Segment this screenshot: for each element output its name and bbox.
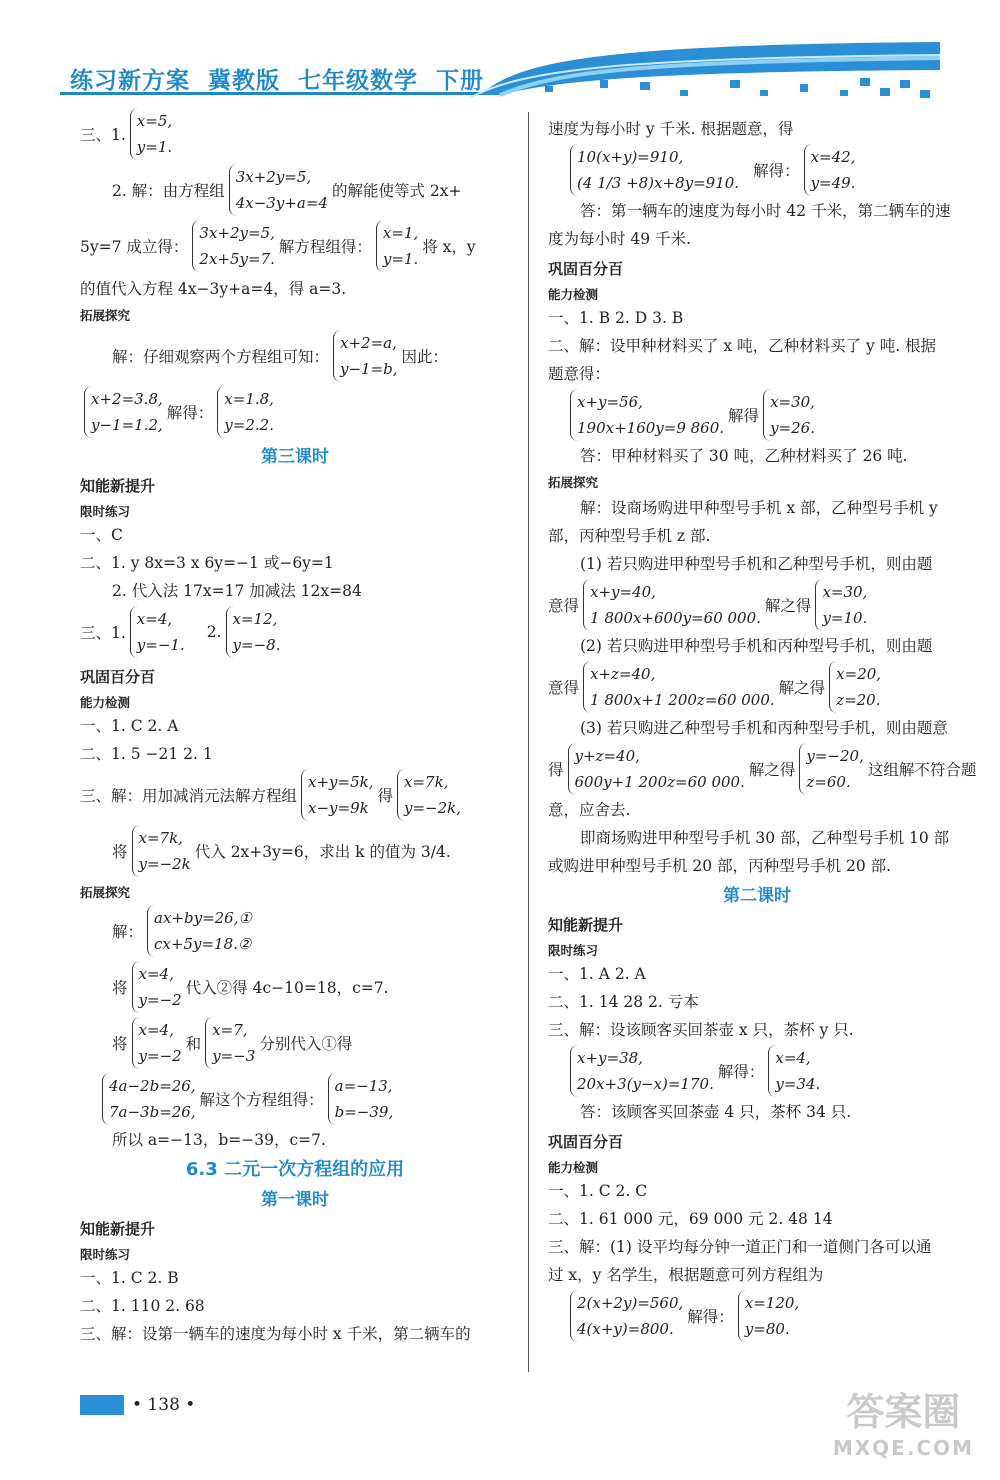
equation-system: ax+by=26,① cx+5y=18.② — [147, 905, 252, 957]
answer-line: 一、1. C 2. A — [80, 717, 179, 735]
equation-system: x=1, y=1. — [376, 220, 418, 272]
equation-system: x=5, y=1. — [130, 108, 172, 160]
equation-system: x+y=5k, x−y=9k — [301, 769, 373, 821]
answer-line: 度为每小时 49 千米. — [548, 230, 692, 248]
equation-system: x=7k, y=−2k, — [397, 769, 461, 821]
answer-line: 三、解：设该顾客买回茶壶 x 只，茶杯 y 只. — [548, 1021, 854, 1039]
answer-line: 一、1. B 2. D 3. B — [548, 309, 684, 327]
answer-line: x+y=56, 190x+160y=9 860. 解得 x=30, y=26. — [548, 389, 966, 441]
equation-system: 10(x+y)=910, (4 1/3 +8)x+8y=910. — [570, 144, 739, 196]
answer-line: 将 x=4, y=−2 代入②得 4c−10=18，c=7. — [80, 961, 510, 1013]
answer-line: 部，丙种型号手机 z 部. — [548, 527, 711, 545]
equation-system: x+y=38, 20x+3(y−x)=170. — [570, 1045, 714, 1097]
watermark: 答案圈 MXQE.COM — [832, 1390, 974, 1460]
equation-system: x=7, y=−3 — [205, 1017, 255, 1069]
section-label-extension: 拓展探究 — [80, 885, 131, 900]
equation-system: x=20, z=20. — [829, 661, 881, 713]
section-label: 知能新提升 — [548, 916, 624, 934]
answer-line: 二、1. 14 28 2. 亏本 — [548, 993, 699, 1011]
equation-system: x=7k, y=−2k — [132, 825, 191, 877]
equation-system: x=30, y=26. — [763, 389, 815, 441]
section-heading: 6.3 二元一次方程组的应用 — [185, 1159, 405, 1180]
answer-line: 一、C — [80, 526, 123, 544]
answer-line: 二、1. y 8x=3 x 6y=−1 或−6y=1 — [80, 554, 334, 572]
subsection-label: 限时练习 — [80, 504, 131, 519]
answer-line: 一、1. C 2. C — [548, 1182, 648, 1200]
equation-system: a=−13, b=−39, — [328, 1073, 394, 1125]
column-divider — [528, 112, 529, 1372]
equation-system: x=12, y=−8. — [226, 606, 281, 658]
answer-line: 三、1. x=4, y=−1. 2. x=12, y=−8. — [80, 606, 510, 658]
equation-system: x+2=3.8, y−1=1.2, — [84, 386, 163, 438]
answer-line: 意得 x+z=40, 1 800x+1 200z=60 000. 解之得 x=20, z=20. — [548, 661, 966, 713]
answer-line: 二、1. 110 2. 68 — [80, 1297, 205, 1315]
answer-line: 解： ax+by=26,① cx+5y=18.② — [80, 905, 510, 957]
equation-system: 3x+2y=5, 2x+5y=7. — [192, 220, 274, 272]
equation-system: x=4, y=−2 — [132, 961, 182, 1013]
answer-line: 意得 x+y=40, 1 800x+600y=60 000. 解之得 x=30, y=10. — [548, 579, 966, 631]
equation-system: 4a−2b=26, 7a−3b=26, — [102, 1073, 196, 1125]
answer-line: 5y=7 成立得： 3x+2y=5, 2x+5y=7. 解方程组得： x=1, y=1. 将 x，y — [80, 220, 510, 272]
answer-line: 解：仔细观察两个方程组可知： x+2=a, y−1=b, 因此： — [80, 330, 510, 382]
answer-line: 2. 解：由方程组 3x+2y=5, 4x−3y+a=4 的解能使等式 2x+ — [80, 164, 510, 216]
page-footer — [80, 1395, 195, 1415]
answer-line: 三、1. x=5, y=1. — [80, 108, 510, 160]
subsection-label: 限时练习 — [80, 1247, 131, 1262]
answer-line: 三、解：用加减消元法解方程组 x+y=5k, x−y=9k 得 x=7k, y=−2k, — [80, 769, 510, 821]
answer-line: 三、解：设第一辆车的速度为每小时 x 千米，第二辆车的 — [80, 1325, 471, 1343]
answer-line: 一、1. A 2. A — [548, 965, 646, 983]
answer-line: (1) 若只购进甲种型号手机和乙种型号手机，则由题 — [580, 555, 933, 573]
lesson-heading: 第二课时 — [723, 886, 791, 906]
equation-system: x+2=a, y−1=b, — [333, 330, 398, 382]
page-header — [0, 0, 1000, 112]
answer-line: 将 x=7k, y=−2k 代入 2x+3y=6，求出 k 的值为 3/4. — [80, 825, 510, 877]
equation-system: x=1.8, y=2.2. — [217, 386, 274, 438]
section-label: 巩固百分百 — [80, 668, 156, 686]
section-label: 知能新提升 — [80, 477, 156, 495]
section-label: 知能新提升 — [80, 1220, 156, 1238]
right-column — [548, 108, 977, 1342]
answer-line: 将 x=4, y=−2 和 x=7, y=−3 分别代入①得 — [80, 1017, 510, 1069]
equation-system: x=120, y=80. — [738, 1290, 799, 1342]
subsection-label: 能力检测 — [548, 1160, 599, 1175]
answer-line: 得 y+z=40, 600y+1 200z=60 000. 解之得 y=−20, z=60. 这组解不符合题 — [548, 743, 966, 795]
section-label: 巩固百分百 — [548, 260, 624, 278]
answer-line: 答：甲种材料买了 30 吨，乙种材料买了 26 吨. — [580, 447, 908, 465]
section-label: 巩固百分百 — [548, 1133, 624, 1151]
answer-line: 4a−2b=26, 7a−3b=26, 解这个方程组得： a=−13, b=−39, — [80, 1073, 510, 1125]
page-number: • 138 • — [132, 1395, 196, 1415]
equation-system: x=42, y=49. — [804, 144, 856, 196]
equation-system: x=4, y=−2 — [132, 1017, 182, 1069]
answer-line: 二、1. 5 −21 2. 1 — [80, 745, 213, 763]
answer-line: 三、解：(1) 设平均每分钟一道正门和一道侧门各可以通 — [548, 1238, 932, 1256]
answer-line: 解：设商场购进甲种型号手机 x 部，乙种型号手机 y — [580, 499, 938, 517]
answer-line: 题意得： — [548, 365, 611, 383]
answer-line: 2(x+2y)=560, 4(x+y)=800. 解得： x=120, y=80. — [548, 1290, 966, 1342]
equation-system: x+y=40, 1 800x+600y=60 000. — [583, 579, 761, 631]
subsection-label: 能力检测 — [548, 287, 599, 302]
answer-line: 答：第一辆车的速度为每小时 42 千米，第二辆车的速 — [580, 202, 951, 220]
answer-line: (2) 若只购进甲种型号手机和丙种型号手机，则由题 — [580, 637, 933, 655]
answer-line: 二、1. 61 000 元，69 000 元 2. 48 14 — [548, 1210, 833, 1228]
answer-line: 2. 代入法 17x=17 加减法 12x=84 — [112, 582, 362, 600]
footer-color-block — [80, 1395, 124, 1415]
equation-system: 3x+2y=5, 4x−3y+a=4 — [229, 164, 328, 216]
header-banner-graphic — [0, 0, 1000, 112]
subsection-label: 限时练习 — [548, 943, 599, 958]
left-column — [80, 108, 510, 1345]
answer-line: 速度为每小时 y 千米. 根据题意，得 — [548, 120, 794, 138]
section-label-extension: 拓展探究 — [80, 308, 131, 323]
section-label-extension: 拓展探究 — [548, 475, 599, 490]
answer-line: 或购进甲种型号手机 20 部，丙种型号手机 20 部. — [548, 857, 892, 875]
answer-line: 过 x，y 名学生，根据题意可列方程组为 — [548, 1266, 824, 1284]
lesson-heading: 第一课时 — [261, 1190, 329, 1210]
header-title: 练习新方案 冀教版 七年级数学 下册 — [70, 68, 484, 94]
subsection-label: 能力检测 — [80, 695, 131, 710]
answer-line: 意，应舍去. — [548, 801, 631, 819]
equation-system: x+y=56, 190x+160y=9 860. — [570, 389, 724, 441]
answer-line: 的值代入方程 4x−3y+a=4，得 a=3. — [80, 280, 347, 298]
answer-line: 10(x+y)=910, (4 1/3 +8)x+8y=910. 解得： x=42, y=49. — [548, 144, 966, 196]
equation-system: x=4, y=−1. — [130, 606, 185, 658]
answer-line: 所以 a=−13，b=−39，c=7. — [112, 1131, 326, 1149]
answer-line: 答：该顾客买回茶壶 4 只，茶杯 34 只. — [580, 1103, 852, 1121]
answer-line: 一、1. C 2. B — [80, 1269, 179, 1287]
answer-line: x+2=3.8, y−1=1.2, 解得： x=1.8, y=2.2. — [80, 386, 510, 438]
answer-line: 即商场购进甲种型号手机 30 部，乙种型号手机 10 部 — [580, 829, 950, 847]
answer-line: x+y=38, 20x+3(y−x)=170. 解得： x=4, y=34. — [548, 1045, 966, 1097]
answer-line: (3) 若只购进乙种型号手机和丙种型号手机，则由题意 — [580, 719, 948, 737]
equation-system: y+z=40, 600y+1 200z=60 000. — [568, 743, 745, 795]
equation-system: 2(x+2y)=560, 4(x+y)=800. — [570, 1290, 683, 1342]
answer-line: 二、解：设甲种材料买了 x 吨，乙种材料买了 y 吨. 根据 — [548, 337, 937, 355]
equation-system: x=4, y=34. — [768, 1045, 820, 1097]
equation-system: y=−20, z=60. — [799, 743, 863, 795]
equation-system: x=30, y=10. — [815, 579, 867, 631]
lesson-heading: 第三课时 — [261, 447, 329, 467]
equation-system: x+z=40, 1 800x+1 200z=60 000. — [583, 661, 775, 713]
